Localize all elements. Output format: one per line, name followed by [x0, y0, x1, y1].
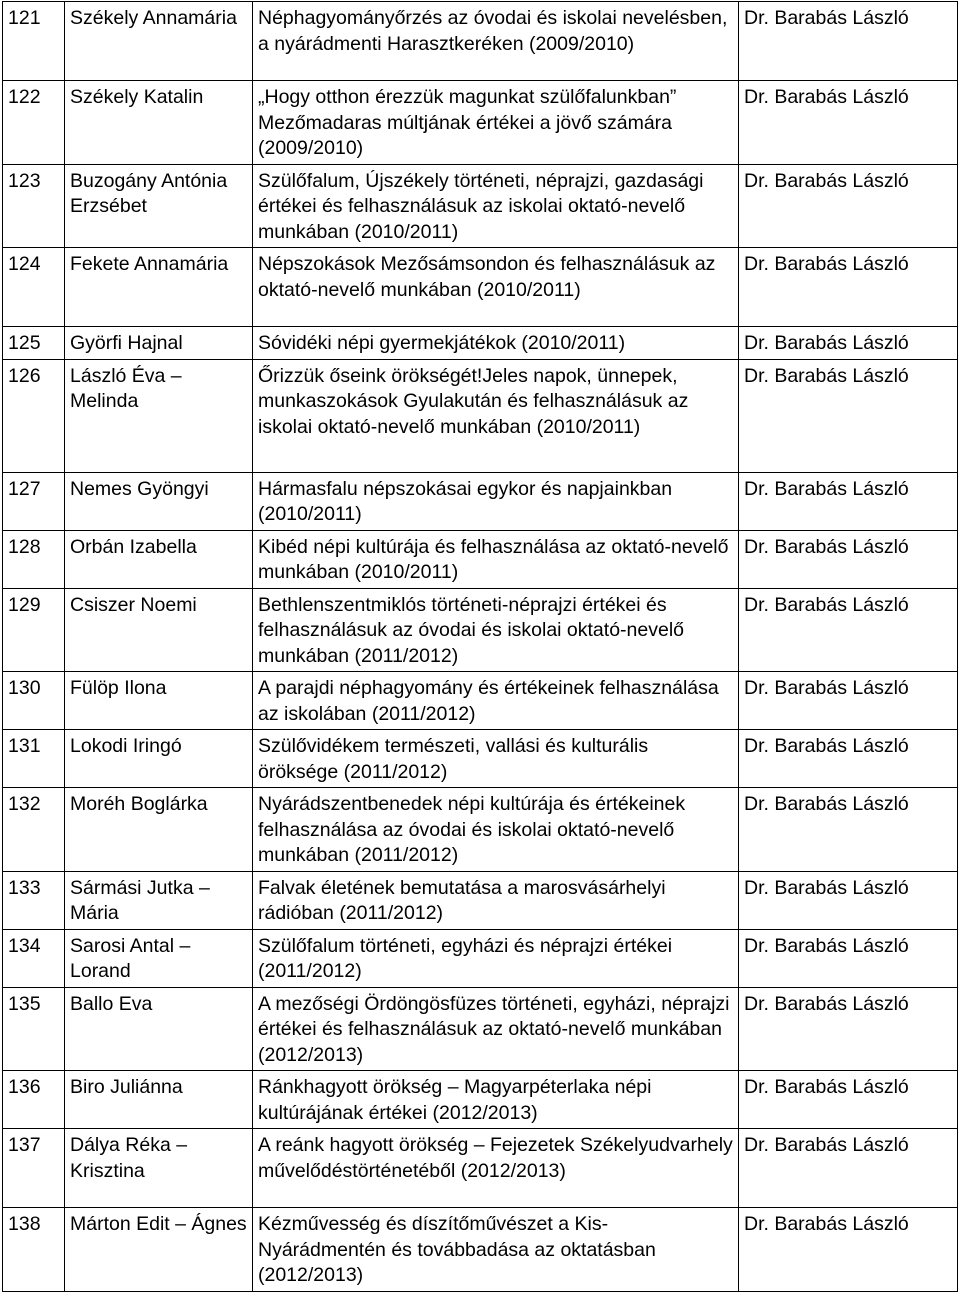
row-number: 129 — [3, 588, 65, 672]
thesis-title: Szülővidékem természeti, vallási és kulturális öröksége (2011/2012) — [253, 730, 739, 788]
author-name: Dálya Réka – Krisztina — [65, 1129, 253, 1208]
author-name: Buzogány Antónia Erzsébet — [65, 164, 253, 248]
supervisor-name: Dr. Barabás László — [739, 871, 958, 929]
row-number: 137 — [3, 1129, 65, 1208]
author-name: Moréh Boglárka — [65, 788, 253, 872]
table-row — [3, 588, 958, 672]
row-number: 130 — [3, 672, 65, 730]
table-row — [3, 1071, 958, 1129]
thesis-title: Kibéd népi kultúrája és felhasználása az oktató-nevelő munkában (2010/2011) — [253, 530, 739, 588]
row-number: 131 — [3, 730, 65, 788]
author-name: Györfi Hajnal — [65, 327, 253, 360]
supervisor-name: Dr. Barabás László — [739, 730, 958, 788]
supervisor-name: Dr. Barabás László — [739, 929, 958, 987]
row-number: 125 — [3, 327, 65, 360]
table-row — [3, 871, 958, 929]
author-name: Biro Juliánna — [65, 1071, 253, 1129]
supervisor-name: Dr. Barabás László — [739, 164, 958, 248]
author-name: Székely Katalin — [65, 81, 253, 165]
table-row — [3, 672, 958, 730]
author-name: Székely Annamária — [65, 2, 253, 81]
author-name: Fülöp Ilona — [65, 672, 253, 730]
thesis-title: Néphagyományőrzés az óvodai és iskolai nevelésben, a nyárádmenti Harasztkeréken (2009/2010) — [253, 2, 739, 81]
table-row — [3, 1129, 958, 1208]
table-row — [3, 987, 958, 1071]
thesis-title: Népszokások Mezősámsondon és felhasználásuk az oktató-nevelő munkában (2010/2011) — [253, 248, 739, 327]
supervisor-name: Dr. Barabás László — [739, 2, 958, 81]
table-row — [3, 1208, 958, 1292]
supervisor-name: Dr. Barabás László — [739, 788, 958, 872]
author-name: Orbán Izabella — [65, 530, 253, 588]
supervisor-name: Dr. Barabás László — [739, 672, 958, 730]
supervisor-name: Dr. Barabás László — [739, 1208, 958, 1292]
thesis-table — [2, 1, 958, 1292]
supervisor-name: Dr. Barabás László — [739, 1071, 958, 1129]
table-row — [3, 81, 958, 165]
thesis-title: Hármasfalu népszokásai egykor és napjainkban (2010/2011) — [253, 472, 739, 530]
thesis-title: Kézművesség és díszítőművészet a Kis-Nyárádmentén és továbbadása az oktatásban (2012/2013) — [253, 1208, 739, 1292]
thesis-title: Sóvidéki népi gyermekjátékok (2010/2011) — [253, 327, 739, 360]
table-row — [3, 2, 958, 81]
supervisor-name: Dr. Barabás László — [739, 1129, 958, 1208]
author-name: Márton Edit – Ágnes — [65, 1208, 253, 1292]
thesis-table-body — [3, 2, 958, 1292]
thesis-title: A reánk hagyott örökség – Fejezetek Székelyudvarhely művelődéstörténetéből (2012/2013) — [253, 1129, 739, 1208]
row-number: 136 — [3, 1071, 65, 1129]
table-row — [3, 730, 958, 788]
table-row — [3, 472, 958, 530]
row-number: 135 — [3, 987, 65, 1071]
row-number: 138 — [3, 1208, 65, 1292]
row-number: 132 — [3, 788, 65, 872]
thesis-title: A mezőségi Ördöngösfüzes történeti, egyházi, néprajzi értékei és felhasználásuk az oktató-nevelő munkában (2012/2013) — [253, 987, 739, 1071]
supervisor-name: Dr. Barabás László — [739, 987, 958, 1071]
author-name: Sarosi Antal – Lorand — [65, 929, 253, 987]
supervisor-name: Dr. Barabás László — [739, 359, 958, 472]
table-row — [3, 530, 958, 588]
row-number: 123 — [3, 164, 65, 248]
row-number: 126 — [3, 359, 65, 472]
supervisor-name: Dr. Barabás László — [739, 472, 958, 530]
row-number: 133 — [3, 871, 65, 929]
table-row — [3, 788, 958, 872]
table-row — [3, 359, 958, 472]
author-name: Lokodi Iringó — [65, 730, 253, 788]
thesis-title: Nyárádszentbenedek népi kultúrája és értékeinek felhasználása az óvodai és iskolai oktató-nevelő munkában (2011/2012) — [253, 788, 739, 872]
row-number: 122 — [3, 81, 65, 165]
row-number: 121 — [3, 2, 65, 81]
supervisor-name: Dr. Barabás László — [739, 588, 958, 672]
row-number: 124 — [3, 248, 65, 327]
supervisor-name: Dr. Barabás László — [739, 327, 958, 360]
author-name: Sármási Jutka – Mária — [65, 871, 253, 929]
author-name: Ballo Eva — [65, 987, 253, 1071]
table-row — [3, 929, 958, 987]
thesis-title: Szülőfalum történeti, egyházi és néprajzi értékei (2011/2012) — [253, 929, 739, 987]
author-name: László Éva – Melinda — [65, 359, 253, 472]
thesis-title: Szülőfalum, Újszékely történeti, néprajzi, gazdasági értékei és felhasználásuk az iskolai oktató-nevelő munkában (2010/2011) — [253, 164, 739, 248]
supervisor-name: Dr. Barabás László — [739, 81, 958, 165]
row-number: 128 — [3, 530, 65, 588]
supervisor-name: Dr. Barabás László — [739, 248, 958, 327]
thesis-title: A parajdi néphagyomány és értékeinek felhasználása az iskolában (2011/2012) — [253, 672, 739, 730]
table-row — [3, 327, 958, 360]
author-name: Fekete Annamária — [65, 248, 253, 327]
thesis-title: Bethlenszentmiklós történeti-néprajzi értékei és felhasználásuk az óvodai és iskolai oktató-nevelő munkában (2011/2012) — [253, 588, 739, 672]
thesis-title: Falvak életének bemutatása a marosvásárhelyi rádióban (2011/2012) — [253, 871, 739, 929]
author-name: Nemes Gyöngyi — [65, 472, 253, 530]
table-row — [3, 248, 958, 327]
supervisor-name: Dr. Barabás László — [739, 530, 958, 588]
thesis-title: Őrizzük őseink örökségét!Jeles napok, ünnepek, munkaszokások Gyulakután és felhasználásuk az iskolai oktató-nevelő munkában (2010/2011) — [253, 359, 739, 472]
author-name: Csiszer Noemi — [65, 588, 253, 672]
thesis-title: „Hogy otthon érezzük magunkat szülőfalunkban” Mezőmadaras múltjának értékei a jövő számára (2009/2010) — [253, 81, 739, 165]
row-number: 127 — [3, 472, 65, 530]
thesis-title: Ránkhagyott örökség – Magyarpéterlaka népi kultúrájának értékei (2012/2013) — [253, 1071, 739, 1129]
row-number: 134 — [3, 929, 65, 987]
table-row — [3, 164, 958, 248]
